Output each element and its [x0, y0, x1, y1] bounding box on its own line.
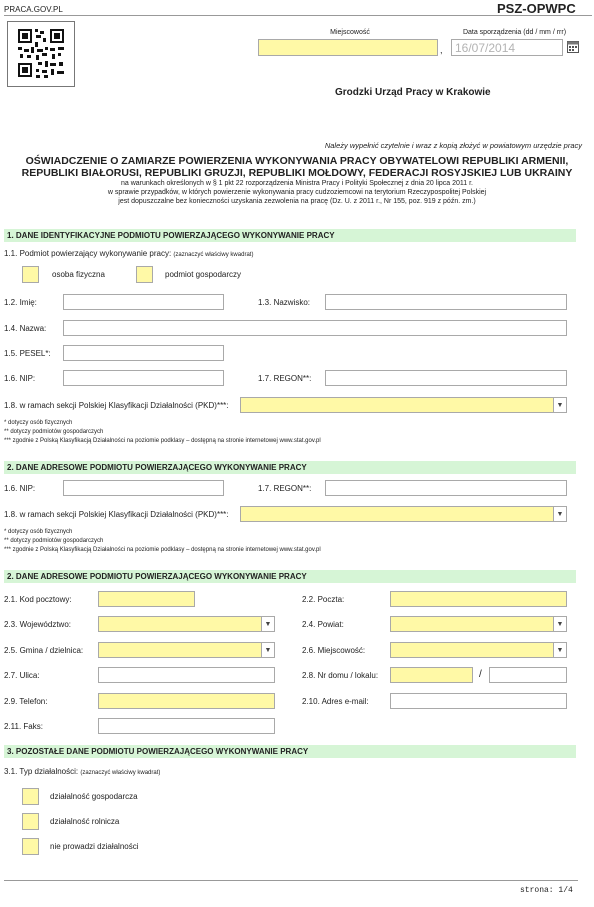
date-label: Data sporządzenia (dd / mm / rrr)	[462, 29, 567, 36]
regon-label: 1.7. REGON**:	[258, 374, 312, 383]
checkbox-osoba-fizyczna[interactable]	[22, 266, 39, 283]
checkbox-podmiot-gospodarczy[interactable]	[136, 266, 153, 283]
nazwa-input[interactable]	[63, 320, 567, 336]
chevron-down-icon[interactable]: ▼	[261, 643, 274, 657]
qr-code-frame	[7, 21, 75, 87]
section2a-header: 2. DANE ADRESOWE PODMIOTU POWIERZAJĄCEGO WYKONYWANIE PRACY	[4, 461, 576, 474]
legal-basis-line2: w sprawie przypadków, w których powierzenie wykonywania pracy cudzoziemcowi na terytorium Rzeczypospolitej Polskiej	[107, 189, 487, 196]
gmina-select[interactable]	[98, 642, 275, 658]
imie-input[interactable]	[63, 294, 224, 310]
nrdomu-label: 2.8. Nr domu / lokalu:	[302, 671, 379, 680]
kod-label: 2.1. Kod pocztowy:	[4, 595, 72, 604]
opt-dzialalnosc-gospodarcza: działalność gospodarcza	[50, 792, 138, 801]
city-input[interactable]	[258, 39, 438, 56]
powiat-select[interactable]	[390, 616, 567, 632]
footnote-2: ** dotyczy podmiotów gospodarczych	[4, 429, 104, 435]
nip2-input[interactable]	[63, 480, 224, 496]
checkbox-dzialalnosc-gospodarcza[interactable]	[22, 788, 39, 805]
form-code: PSZ-OPWPC	[497, 1, 576, 16]
regon-input[interactable]	[325, 370, 567, 386]
faks-label: 2.11. Faks:	[4, 722, 43, 731]
footnote-1: * dotyczy osób fizycznych	[4, 420, 73, 426]
instruction-note: Należy wypełnić czytelnie i wraz z kopią złożyć w powiatowym urzędzie pracy	[324, 141, 582, 150]
section1-header: 1. DANE IDENTYFIKACYJNE PODMIOTU POWIERZAJĄCEGO WYKONYWANIE PRACY	[4, 229, 576, 242]
pkd2-label: 1.8. w ramach sekcji Polskiej Klasyfikacji Działalności (PKD)***:	[4, 510, 229, 519]
footnote2-1: * dotyczy osób fizycznych	[4, 529, 73, 535]
nazwisko-label: 1.3. Nazwisko:	[258, 298, 311, 307]
footer-divider	[4, 880, 578, 881]
section2-header: 2. DANE ADRESOWE PODMIOTU POWIERZAJĄCEGO WYKONYWANIE PRACY	[4, 570, 576, 583]
miejsc-select[interactable]	[390, 642, 567, 658]
woj-label: 2.3. Województwo:	[4, 620, 71, 629]
header-divider	[4, 15, 592, 16]
checkbox-dzialalnosc-rolnicza[interactable]	[22, 813, 39, 830]
nip-input[interactable]	[63, 370, 224, 386]
form-title-line1: OŚWIADCZENIE O ZAMIARZE POWIERZENIA WYKONYWANIA PRACY OBYWATELOWI REPUBLIKI ARMENII,	[25, 155, 569, 167]
email-input[interactable]	[390, 693, 567, 709]
pesel-label: 1.5. PESEL*:	[4, 349, 51, 358]
footnote2-2: ** dotyczy podmiotów gospodarczych	[4, 538, 104, 544]
ulica-input[interactable]	[98, 667, 275, 683]
tel-input[interactable]	[98, 693, 275, 709]
section3-header: 3. POZOSTAŁE DANE PODMIOTU POWIERZAJĄCEGO WYKONYWANIE PRACY	[4, 745, 576, 758]
opt-dzialalnosc-rolnicza: działalność rolnicza	[50, 817, 120, 826]
slash: /	[479, 669, 482, 680]
poczta-label: 2.2. Poczta:	[302, 595, 345, 604]
date-input[interactable]: 16/07/2014	[451, 39, 563, 56]
miejsc-label: 2.6. Miejscowość:	[302, 646, 366, 655]
opt-osoba-fizyczna: osoba fizyczna	[52, 270, 105, 279]
footnote2-3: *** zgodnie z Polską Klasyfikacją Działalności na poziomie podklasy – dostępną na stronie internetowej www.stat.gov.pl	[4, 547, 321, 553]
woj-select[interactable]	[98, 616, 275, 632]
footnote-3: *** zgodnie z Polską Klasyfikacją Działalności na poziomie podklasy – dostępną na stronie internetowej www.stat.gov.pl	[4, 438, 321, 444]
faks-input[interactable]	[98, 718, 275, 734]
chevron-down-icon[interactable]: ▼	[553, 507, 566, 521]
nazwisko-input[interactable]	[325, 294, 567, 310]
gmina-label: 2.5. Gmina / dzielnica:	[4, 646, 84, 655]
site-name: PRACA.GOV.PL	[4, 5, 63, 14]
chevron-down-icon[interactable]: ▼	[553, 617, 566, 631]
page-number: strona: 1/4	[520, 886, 573, 895]
checkbox-nie-prowadzi[interactable]	[22, 838, 39, 855]
imie-label: 1.2. Imię:	[4, 298, 37, 307]
form-title-line2: REPUBLIKI BIAŁORUSI, REPUBLIKI GRUZJI, REPUBLIKI MOŁDOWY, FEDERACJI ROSYJSKIEJ LUB UKRAINY	[21, 167, 573, 179]
pkd-label: 1.8. w ramach sekcji Polskiej Klasyfikacji Działalności (PKD)***:	[4, 401, 229, 410]
pesel-input[interactable]	[63, 345, 224, 361]
pkd-select[interactable]	[240, 397, 567, 413]
legal-basis-line3: jest dopuszczalne bez konieczności uzyskania zezwolenia na pracę (Dz. U. z 2011 r., Nr 155, poz. 919 z późn. zm.)	[118, 198, 476, 205]
q31-label: 3.1. Typ działalności: (zaznaczyć właściwy kwadrat)	[4, 767, 161, 776]
calendar-icon[interactable]	[567, 40, 579, 53]
opt-nie-prowadzi: nie prowadzi działalności	[50, 842, 139, 851]
legal-basis-line1: na warunkach określonych w § 1 pkt 22 rozporządzenia Ministra Pracy i Polityki Społecznej z dnia 20 lipca 2011 r.	[121, 180, 473, 187]
regon2-input[interactable]	[325, 480, 567, 496]
city-label: Miejscowość	[330, 29, 370, 36]
poczta-input[interactable]	[390, 591, 567, 607]
nrlokalu-input[interactable]	[489, 667, 567, 683]
regon2-label: 1.7. REGON**:	[258, 484, 312, 493]
nrdomu-input[interactable]	[390, 667, 473, 683]
email-label: 2.10. Adres e-mail:	[302, 697, 369, 706]
qr-code-icon	[8, 22, 74, 86]
chevron-down-icon[interactable]: ▼	[261, 617, 274, 631]
q11-label: 1.1. Podmiot powierzający wykonywanie pracy: (zaznaczyć właściwy kwadrat)	[4, 249, 254, 258]
nip2-label: 1.6. NIP:	[4, 484, 36, 493]
pkd2-select[interactable]	[240, 506, 567, 522]
comma: ,	[440, 45, 443, 55]
opt-podmiot-gospodarczy: podmiot gospodarczy	[165, 270, 242, 279]
ulica-label: 2.7. Ulica:	[4, 671, 40, 680]
tel-label: 2.9. Telefon:	[4, 697, 48, 706]
nazwa-label: 1.4. Nazwa:	[4, 324, 47, 333]
powiat-label: 2.4. Powiat:	[302, 620, 344, 629]
chevron-down-icon[interactable]: ▼	[553, 643, 566, 657]
nip-label: 1.6. NIP:	[4, 374, 36, 383]
office-name: Grodzki Urząd Pracy w Krakowie	[335, 87, 491, 98]
kod-input[interactable]	[98, 591, 195, 607]
chevron-down-icon[interactable]: ▼	[553, 398, 566, 412]
